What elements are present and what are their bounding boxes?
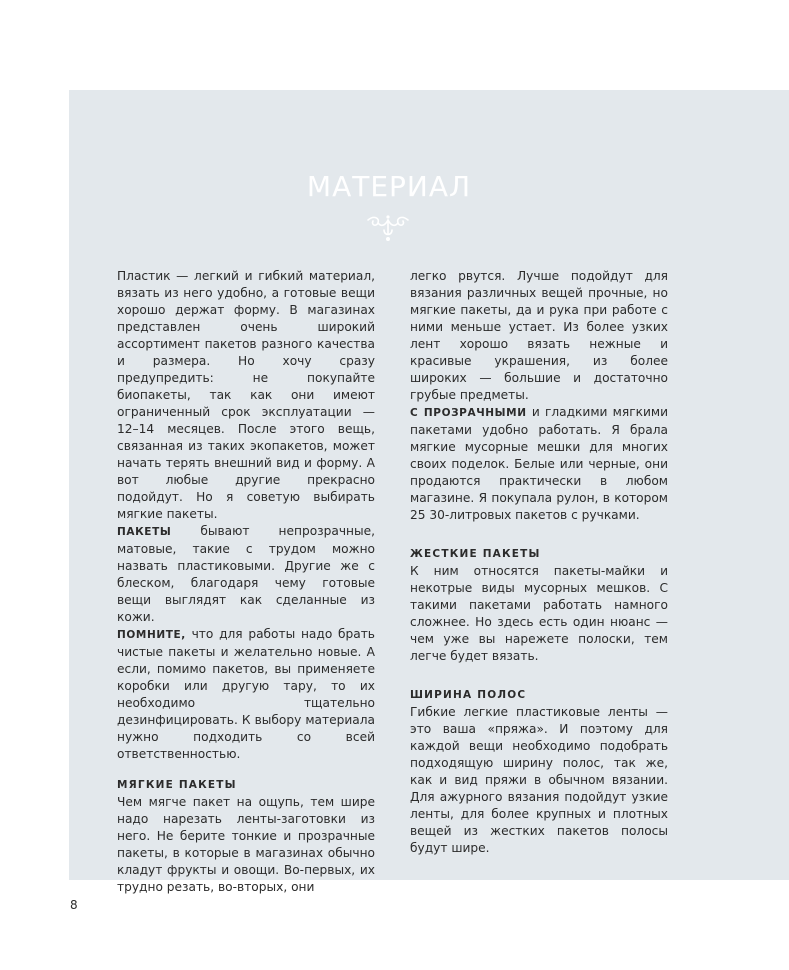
page-number: 8 [70, 898, 78, 912]
transparent-text: и гладкими мягкими пакетами удобно работать. Я брала мягкие мусорные мешки для многих своих поделок. Белые или черные, они продаются практически в любом магазине. Я покупала рулон, в котором 25 30-литровых пакетов с ручками. [410, 405, 668, 522]
ornament-icon [366, 214, 410, 244]
intro-paragraph: Пластик — легкий и гибкий материал, вязать из него удобно, а готовые вещи хорошо держат форму. В магазинах представлен очень широкий ассортимент пакетов разного качества и размера. Но хочу сразу предупредить: не покупайте биопакеты, так как они имеют ограниченный срок эксплуатации — 12–14 месяцев. После этого вещь, связанная из таких экопакетов, может начать терять внешний вид и форму. А вот любые другие прекрасно подойдут. Но я советую выбирать мягкие пакеты. [117, 269, 375, 521]
soft-packets-heading: МЯГКИЕ ПАКЕТЫ [117, 779, 237, 791]
packets-text: бывают непрозрачные, матовые, такие с трудом можно назвать пластиковыми. Другие же с блеском, благодаря чему готовые вещи выглядят как сделанные из кожи. [117, 524, 375, 624]
packets-paragraph [117, 523, 375, 626]
soft-packets-paragraph: Чем мягче пакет на ощупь, тем шире надо нарезать ленты-заготовки из него. Не берите тонкие и прозрачные пакеты, в которые в магазинах обычно кладут фрукты и овощи. Во-первых, их трудно резать, во-вторых, они [117, 795, 375, 894]
remember-lead: ПОМНИТЕ, [117, 629, 186, 641]
strip-width-heading: ШИРИНА ПОЛОС [410, 689, 527, 701]
page-title: МАТЕРИАЛ [306, 170, 472, 203]
left-column [117, 268, 375, 896]
remember-text: что для работы надо брать чистые пакеты и желательно новые. А если, помимо пакетов, вы применяете коробки или другую тару, то их необходимо тщательно дезинфицировать. К выбору материала нужно подходить со всей ответственностью. [117, 627, 375, 761]
strip-width-paragraph: Гибкие легкие пластиковые ленты — это ваша «пряжа». И поэтому для каждой вещи необходимо подобрать подходящую ширину полос, так же, как и вид пряжи в обычном вязании. Для ажурного вязания подойдут узкие ленты, для более крупных и плотных вещей из жестких пакетов полосы будут шире. [410, 705, 668, 855]
transparent-paragraph [410, 404, 668, 524]
right-column [410, 268, 668, 857]
remember-paragraph [117, 626, 375, 763]
transparent-lead: С ПРОЗРАЧНЫМИ [410, 407, 527, 419]
hard-packets-heading: ЖЕСТКИЕ ПАКЕТЫ [410, 548, 541, 560]
hard-packets-paragraph: К ним относятся пакеты-майки и некотрые виды мусорных мешков. С такими пакетами работать намного сложнее. Но здесь есть один нюанс — чем уже вы нарежете полоски, тем легче будет вязать. [410, 564, 668, 663]
continuation-paragraph: легко рвутся. Лучше подойдут для вязания различных вещей прочные, но мягкие пакеты, да и рука при работе с ними меньше устает. Из более узких лент хорошо вязать нежные и красивые украшения, из более широких — большие и достаточно грубые предметы. [410, 269, 668, 402]
packets-lead: ПАКЕТЫ [117, 526, 172, 538]
